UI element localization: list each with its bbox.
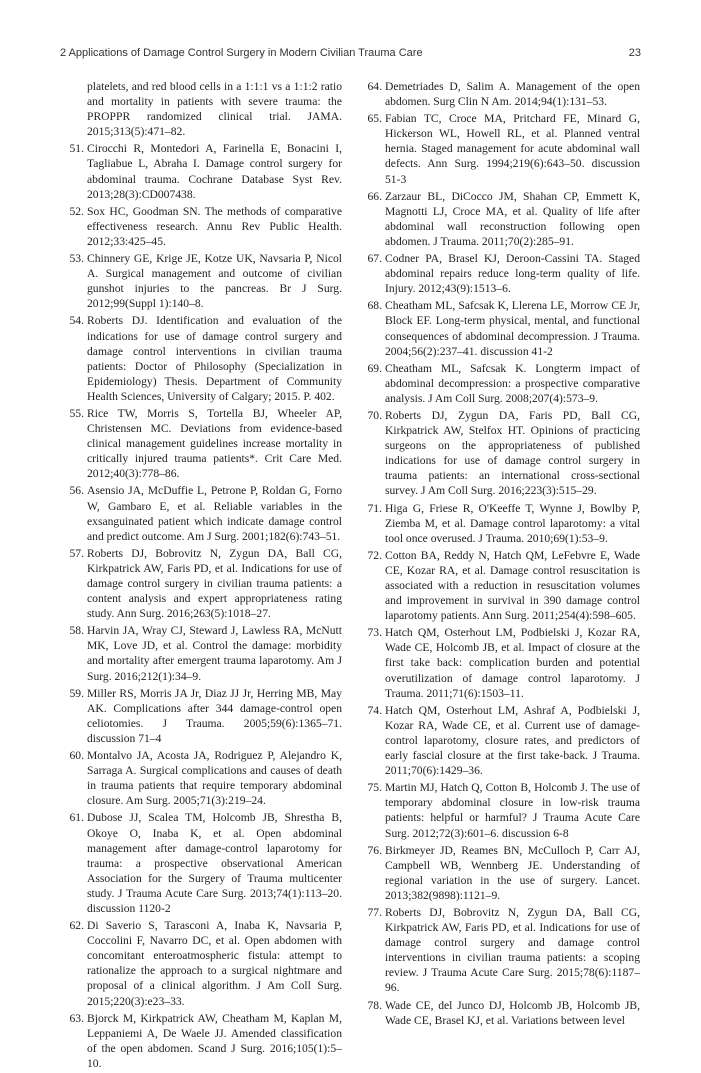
reference-item	[358, 111, 640, 186]
reference-text: Demetriades D, Salim A. Management of the open abdomen. Surg Clin N Am. 2014;94(1):131–53.	[385, 80, 640, 109]
reference-item	[60, 623, 342, 683]
reference-text: Dubose JJ, Scalea TM, Holcomb JB, Shrestha B, Okoye O, Inaba K, et al. Open abdominal management after damage-control laparotomy for trauma: a prospective observational American Association for the Surgery of Trauma multicenter study. J Trauma Acute Care Surg. 2013;74(1):113–20. discussion 1120-2	[87, 811, 342, 915]
reference-item	[60, 483, 342, 543]
reference-number: 53.	[69, 252, 84, 266]
reference-item	[358, 998, 640, 1028]
reference-item	[60, 204, 342, 249]
reference-item	[60, 313, 342, 404]
reference-item	[60, 546, 342, 621]
reference-item	[358, 843, 640, 903]
reference-item	[60, 251, 342, 311]
reference-text: Zarzaur BL, DiCocco JM, Shahan CP, Emmett K, Magnotti LJ, Croce MA, et al. Quality of life after abdominal wall reconstruction following open abdomen. J Trauma. 2011;70(2):285–91.	[385, 189, 640, 248]
reference-number: 70.	[367, 408, 382, 422]
reference-item	[358, 251, 640, 296]
reference-list-right	[358, 79, 640, 1028]
reference-text: Wade CE, del Junco DJ, Holcomb JB, Holcomb JB, Wade CE, Brasel KJ, et al. Variations between level	[385, 998, 640, 1027]
reference-list-left	[60, 141, 342, 1071]
reference-item	[358, 361, 640, 406]
reference-text: Rice TW, Morris S, Tortella BJ, Wheeler AP, Christensen MC. Deviations from evidence-based clinical management guidelines increase mortality in critically injured trauma patients*. Crit Care Med. 2012;40(3):778–86.	[87, 406, 342, 481]
reference-number: 68.	[367, 299, 382, 313]
reference-number: 78.	[367, 998, 382, 1012]
reference-text: Cheatham ML, Safcsak K, Llerena LE, Morrow CE Jr, Block EF. Long-term physical, mental, and functional consequences of abdominal decompression. J Trauma. 2004;56(2):237–41. discussion 41-2	[385, 299, 640, 358]
reference-number: 61.	[69, 811, 84, 825]
reference-item	[358, 501, 640, 546]
reference-item	[60, 406, 342, 481]
running-header	[60, 47, 641, 63]
reference-item	[358, 780, 640, 840]
reference-item	[358, 298, 640, 358]
reference-number: 75.	[367, 781, 382, 795]
reference-text: Miller RS, Morris JA Jr, Diaz JJ Jr, Herring MB, May AK. Complications after 344 damage-control open celiotomies. J Trauma. 2005;59(6):1365–71. discussion 71–4	[87, 686, 342, 745]
reference-number: 59.	[69, 686, 84, 700]
reference-text: Roberts DJ. Identification and evaluation of the indications for use of damage control surgery and damage control interventions in civilian trauma patients: Doctor of Philosophy (Specialization in Epidemiology) Thesis. Department of Community Health Sciences, University of Calgary; 2015. P. 402.	[87, 314, 342, 403]
reference-number: 51.	[69, 142, 84, 156]
reference-number: 54.	[69, 314, 84, 328]
reference-text: Hatch QM, Osterhout LM, Podbielski J, Kozar RA, Wade CE, Holcomb JB, et al. Impact of closure at the first take back: complication burden and potential overutilization of damage control laparotomy. J Trauma. 2011;71(6):1503–11.	[385, 626, 640, 700]
reference-text: Di Saverio S, Tarasconi A, Inaba K, Navsaria P, Coccolini F, Navarro DC, et al. Open abdomen with concomitant enteroatmospheric fistula: attempt to rationalize the approach to a surgical nightmare and proposal of a clinical algorithm. J Am Coll Surg. 2015;220(3):e23–33.	[87, 919, 342, 1008]
reference-number: 72.	[367, 548, 382, 562]
reference-text: Bjorck M, Kirkpatrick AW, Cheatham M, Kaplan M, Leppaniemi A, De Waele JJ. Amended classification of the open abdomen. Scand J Surg. 2016;105(1):5–10.	[87, 1011, 342, 1070]
reference-text: Hatch QM, Osterhout LM, Ashraf A, Podbielski J, Kozar RA, Wade CE, et al. Current use of damage-control laparotomy, closure rates, and predictors of early fascial closure at the first take-back. J Trauma. 2011;70(6):1429–36.	[385, 703, 640, 778]
reference-number: 62.	[69, 919, 84, 933]
reference-item	[358, 189, 640, 249]
reference-number: 76.	[367, 843, 382, 857]
left-reference-column	[60, 79, 342, 1073]
reference-item	[358, 625, 640, 700]
reference-number: 73.	[367, 626, 382, 640]
chapter-title: 2 Applications of Damage Control Surgery in Modern Civilian Trauma Care	[60, 47, 423, 59]
reference-item	[358, 548, 640, 623]
reference-text: Cirocchi R, Montedori A, Farinella E, Bonacini I, Tagliabue L, Abraha I. Damage control surgery for abdominal trauma. Cochrane Database Syst Rev. 2013;28(3):CD007438.	[87, 142, 342, 201]
reference-item	[358, 703, 640, 778]
reference-number: 58.	[69, 624, 84, 638]
reference-item	[60, 686, 342, 746]
reference-number: 57.	[69, 546, 84, 560]
reference-item	[60, 810, 342, 916]
reference-number: 63.	[69, 1011, 84, 1025]
reference-text: Cheatham ML, Safcsak K. Longterm impact of abdominal decompression: a prospective comparative analysis. J Am Coll Surg. 2008;207(4):573–9.	[385, 361, 640, 405]
reference-text: Chinnery GE, Krige JE, Kotze UK, Navsaria P, Nicol A. Surgical management and outcome of civilian gunshot injuries to the pancreas. Br J Surg. 2012;99(Suppl 1):140–8.	[87, 252, 342, 311]
reference-number: 77.	[367, 905, 382, 919]
reference-text: Roberts DJ, Zygun DA, Faris PD, Ball CG, Kirkpatrick AW, Stelfox HT. Opinions of practicing surgeons on the appropriateness of published indications for use of damage control surgery in trauma patients: an international cross-sectional survey. J Am Coll Surg. 2016;223(3):515–29.	[385, 408, 640, 498]
reference-number: 65.	[367, 112, 382, 126]
reference-number: 56.	[69, 484, 84, 498]
reference-item	[60, 748, 342, 808]
reference-item	[358, 408, 640, 499]
reference-number: 74.	[367, 703, 382, 717]
right-reference-column	[358, 79, 640, 1030]
reference-text: Birkmeyer JD, Reames BN, McCulloch P, Carr AJ, Campbell WB, Wennberg JE. Understanding of regional variation in the use of surgery. Lancet. 2013;382(9898):1121–9.	[385, 843, 640, 902]
reference-item	[60, 918, 342, 1009]
reference-item	[60, 141, 342, 201]
reference-text: Cotton BA, Reddy N, Hatch QM, LeFebvre E, Wade CE, Kozar RA, et al. Damage control resuscitation is associated with a reduction in resuscitation volumes and improvement in survival in 390 damage control laparotomy patients. Ann Surg. 2011;254(4):598–605.	[385, 548, 640, 623]
reference-number: 64.	[367, 80, 382, 93]
reference-item	[358, 905, 640, 996]
reference-item	[60, 1011, 342, 1071]
reference-text: Martin MJ, Hatch Q, Cotton B, Holcomb J. The use of temporary abdominal closure in low-risk trauma patients: helpful or harmful? J Trauma Acute Care Surg. 2012;72(3):601–6. discussion 6-8	[385, 781, 640, 840]
reference-text: Sox HC, Goodman SN. The methods of comparative effectiveness research. Annu Rev Public Health. 2012;33:425–45.	[87, 204, 342, 248]
reference-number: 67.	[367, 252, 382, 266]
reference-number: 55.	[69, 406, 84, 420]
reference-text: Asensio JA, McDuffie L, Petrone P, Roldan G, Forno W, Gambaro E, et al. Reliable variables in the exsanguinated patient which indicate damage control and predict outcome. Am J Surg. 2001;182(6):743–51.	[87, 484, 342, 543]
reference-text: Higa G, Friese R, O'Keeffe T, Wynne J, Bowlby P, Ziemba M, et al. Damage control laparotomy: a vital tool once overused. J Trauma. 2010;69(1):53–9.	[385, 501, 640, 545]
reference-text: Montalvo JA, Acosta JA, Rodriguez P, Alejandro K, Sarraga A. Surgical complications and causes of death in trauma patients that require temporary abdominal closure. Am Surg. 2005;71(3):219–24.	[87, 749, 342, 808]
reference-text: Roberts DJ, Bobrovitz N, Zygun DA, Ball CG, Kirkpatrick AW, Faris PD, et al. Indications for use of damage control surgery and damage control interventions in civilian trauma patients: a scoping review. J Trauma Acute Care Surg. 2015;78(6):1187–96.	[385, 905, 640, 995]
reference-number: 69.	[367, 361, 382, 375]
reference-text: Fabian TC, Croce MA, Pritchard FE, Minard G, Hickerson WL, Howell RL, et al. Planned ventral hernia. Staged management for acute abdominal wall defects. Ann Surg. 1994;219(6):643–50. discussion 51-3	[385, 112, 640, 186]
reference-item	[358, 79, 640, 109]
reference-text: Roberts DJ, Bobrovitz N, Zygun DA, Ball CG, Kirkpatrick AW, Faris PD, et al. Indications for use of damage control surgery in civilian trauma patients: a content analysis and expert appropriateness rating study. Ann Surg. 2016;263(5):1018–27.	[87, 546, 342, 621]
reference-text: Codner PA, Brasel KJ, Deroon-Cassini TA. Staged abdominal repairs reduce long-term quality of life. Injury. 2012;43(9):1513–6.	[385, 252, 640, 296]
reference-number: 52.	[69, 204, 84, 218]
reference-number: 71.	[367, 501, 382, 515]
reference-number: 60.	[69, 749, 84, 763]
reference-text: Harvin JA, Wray CJ, Steward J, Lawless RA, McNutt MK, Love JD, et al. Control the damage: morbidity and mortality after emergent trauma laparotomy. Am J Surg. 2016;212(1):34–9.	[87, 624, 342, 683]
page-number: 23	[628, 47, 641, 59]
reference-continuation: platelets, and red blood cells in a 1:1:1 vs a 1:1:2 ratio and mortality in patients with severe trauma: the PROPPR randomized clinical trial. JAMA. 2015;313(5):471–82.	[87, 80, 342, 139]
reference-number: 66.	[367, 189, 382, 203]
